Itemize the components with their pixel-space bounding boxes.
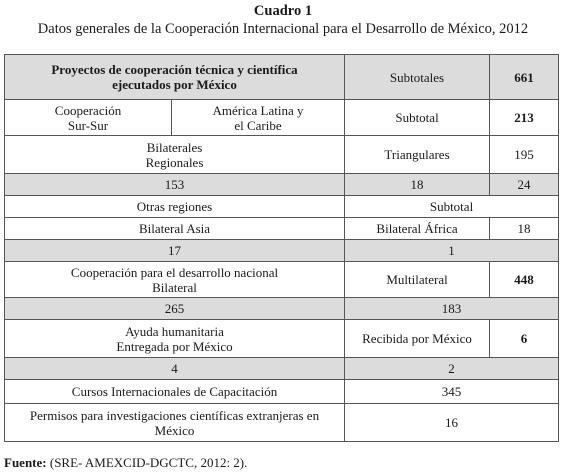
- cell-value: 153: [5, 174, 345, 196]
- cell-ayuda-humanitaria: Ayuda humanitaria Entregada por México: [5, 320, 345, 358]
- cell-value: 1: [345, 240, 559, 262]
- cell-desarrollo-nacional: Cooperación para el desarrollo nacional Bilateral: [5, 262, 345, 298]
- table-row: [5, 358, 559, 380]
- cell-bilateral-asia: Bilateral Asia: [5, 218, 345, 240]
- cell-value: 4: [5, 358, 345, 380]
- header-cell-total: 661: [490, 55, 559, 100]
- cell-triangulares-value: 195: [490, 136, 559, 174]
- cell-value: 18: [345, 174, 490, 196]
- cell-triangulares-label: Triangulares: [345, 136, 490, 174]
- cell-permisos: Permisos para investigaciones científicas extranjeras en México: [5, 404, 345, 442]
- source-note: [4, 455, 247, 470]
- cooperation-data-table: [4, 54, 559, 442]
- cell-value: 17: [5, 240, 345, 262]
- cell-otras-regiones: Otras regiones: [5, 196, 345, 218]
- table-caption: [0, 2, 566, 39]
- table-title: Datos generales de la Cooperación Internacional para el Desarrollo de México, 2012: [37, 21, 529, 37]
- cell-bilateral-africa: Bilateral África: [345, 218, 490, 240]
- cell-value: 183: [345, 298, 559, 320]
- cell-multilateral-label: Multilateral: [345, 262, 490, 298]
- table-row: [5, 136, 559, 174]
- cell-subtotal-label: Subtotal: [345, 100, 490, 136]
- cell-value: 265: [5, 298, 345, 320]
- table-row: [5, 404, 559, 442]
- cell-sur-sur: Cooperación Sur-Sur: [5, 100, 172, 136]
- cell-value: 24: [490, 174, 559, 196]
- cell-recibida-label: Recibida por México: [345, 320, 490, 358]
- table-row: [5, 196, 559, 218]
- table-row: [5, 298, 559, 320]
- cell-value: 2: [345, 358, 559, 380]
- cell-value: 345: [345, 380, 559, 404]
- source-label: Fuente:: [4, 455, 47, 470]
- table-row: [5, 218, 559, 240]
- table-row: [5, 174, 559, 196]
- table-row: [5, 320, 559, 358]
- table-row: [5, 380, 559, 404]
- cell-value: 16: [345, 404, 559, 442]
- cell-cursos: Cursos Internacionales de Capacitación: [5, 380, 345, 404]
- cell-subtotal-label: Subtotal: [345, 196, 559, 218]
- header-cell-projects: Proyectos de cooperación técnica y científica ejecutados por México: [5, 55, 345, 100]
- table-row: [5, 55, 559, 100]
- table-row: [5, 100, 559, 136]
- cell-recibida-value: 6: [490, 320, 559, 358]
- table-row: [5, 262, 559, 298]
- cell-america-latina: América Latina y el Caribe: [172, 100, 345, 136]
- cell-subtotal-value: 213: [490, 100, 559, 136]
- cell-value: 18: [490, 218, 559, 240]
- header-cell-subtotales: Subtotales: [345, 55, 490, 100]
- table-row: [5, 240, 559, 262]
- cell-multilateral-value: 448: [490, 262, 559, 298]
- table-number: Cuadro 1: [253, 3, 313, 19]
- cell-bilaterales-regionales: Bilaterales Regionales: [5, 136, 345, 174]
- source-citation: (SRE- AMEXCID-DGCTC, 2012: 2).: [49, 455, 248, 470]
